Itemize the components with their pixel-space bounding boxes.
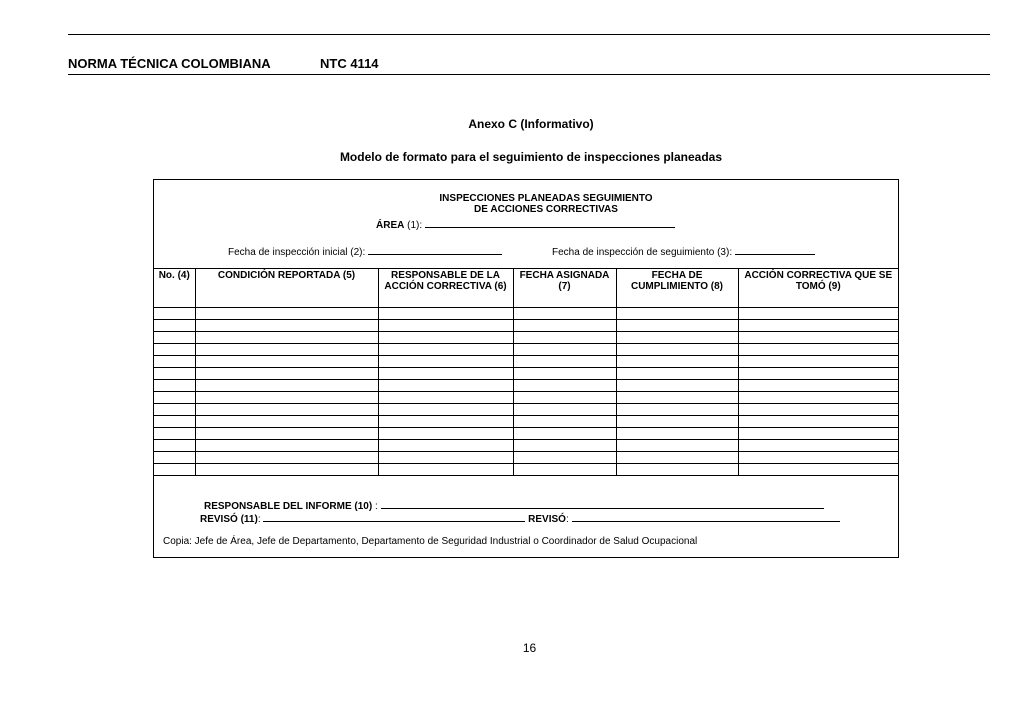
table-cell[interactable] xyxy=(738,320,898,332)
table-row xyxy=(154,452,898,464)
table-cell[interactable] xyxy=(738,344,898,356)
table-cell[interactable] xyxy=(195,392,378,404)
table-cell[interactable] xyxy=(513,368,616,380)
table-row xyxy=(154,356,898,368)
table-cell[interactable] xyxy=(154,404,195,416)
table-cell[interactable] xyxy=(513,428,616,440)
table-cell[interactable] xyxy=(195,332,378,344)
table-cell[interactable] xyxy=(738,404,898,416)
area-label: ÁREA xyxy=(376,220,405,231)
area-field xyxy=(376,217,675,231)
table-cell[interactable] xyxy=(738,368,898,380)
initial-date-field xyxy=(228,244,502,258)
table-row xyxy=(154,380,898,392)
table-cell[interactable] xyxy=(616,464,738,476)
table-cell[interactable] xyxy=(616,332,738,344)
table-cell[interactable] xyxy=(738,416,898,428)
table-cell[interactable] xyxy=(378,440,513,452)
initial-date-input-line[interactable] xyxy=(368,244,502,255)
table-cell[interactable] xyxy=(154,440,195,452)
table-row xyxy=(154,332,898,344)
table-cell[interactable] xyxy=(378,356,513,368)
table-cell[interactable] xyxy=(738,392,898,404)
page-number: 16 xyxy=(522,641,537,655)
table-row xyxy=(154,440,898,452)
inspection-form xyxy=(153,179,899,558)
table-cell[interactable] xyxy=(513,332,616,344)
table-cell[interactable] xyxy=(154,332,195,344)
table-cell[interactable] xyxy=(378,464,513,476)
table-cell[interactable] xyxy=(616,404,738,416)
table-cell[interactable] xyxy=(616,320,738,332)
reviewed-11-input-line[interactable] xyxy=(263,511,525,522)
table-cell[interactable] xyxy=(513,404,616,416)
table-body xyxy=(154,308,898,476)
table-row xyxy=(154,404,898,416)
table-cell[interactable] xyxy=(513,344,616,356)
table-cell[interactable] xyxy=(195,452,378,464)
table-header-row xyxy=(154,269,898,308)
table-cell[interactable] xyxy=(738,332,898,344)
table-cell[interactable] xyxy=(154,464,195,476)
table-cell[interactable] xyxy=(616,344,738,356)
table-cell[interactable] xyxy=(513,308,616,320)
table-cell[interactable] xyxy=(195,380,378,392)
table-cell[interactable] xyxy=(378,404,513,416)
col-header-no: No. (4) xyxy=(154,269,195,308)
table-row xyxy=(154,344,898,356)
table-cell[interactable] xyxy=(616,428,738,440)
table-cell[interactable] xyxy=(195,344,378,356)
table-cell[interactable] xyxy=(378,380,513,392)
table-cell[interactable] xyxy=(378,428,513,440)
table-cell[interactable] xyxy=(154,380,195,392)
table-cell[interactable] xyxy=(378,368,513,380)
table-cell[interactable] xyxy=(513,356,616,368)
col-header-action-taken: ACCIÓN CORRECTIVA QUE SE TOMÓ (9) xyxy=(738,269,898,308)
table-row xyxy=(154,464,898,476)
report-responsible-field: RESPONSABLE DEL INFORME (10) : xyxy=(204,498,824,512)
table-cell[interactable] xyxy=(154,344,195,356)
table-cell[interactable] xyxy=(195,308,378,320)
table-row xyxy=(154,392,898,404)
table-cell[interactable] xyxy=(616,356,738,368)
form-title-line2: DE ACCIONES CORRECTIVAS xyxy=(474,204,618,215)
table-cell[interactable] xyxy=(738,308,898,320)
table-cell[interactable] xyxy=(513,440,616,452)
table-cell[interactable] xyxy=(513,452,616,464)
area-ref: (1): xyxy=(404,220,423,231)
col-header-responsible: RESPONSABLE DE LA ACCIÓN CORRECTIVA (6) xyxy=(378,269,513,308)
followup-date-field xyxy=(552,244,815,258)
table-row xyxy=(154,320,898,332)
document-title: Modelo de formato para el seguimiento de inspecciones planeadas xyxy=(339,150,723,164)
actions-table xyxy=(154,268,898,476)
table-cell[interactable] xyxy=(616,368,738,380)
table-cell[interactable] xyxy=(513,416,616,428)
followup-date-input-line[interactable] xyxy=(735,244,815,255)
table-cell[interactable] xyxy=(378,452,513,464)
table-cell[interactable] xyxy=(154,320,195,332)
table-cell[interactable] xyxy=(378,392,513,404)
table-cell[interactable] xyxy=(154,392,195,404)
table-row xyxy=(154,428,898,440)
table-cell[interactable] xyxy=(378,416,513,428)
followup-date-label: Fecha de inspección de seguimiento (3): xyxy=(552,247,733,258)
table-cell[interactable] xyxy=(195,464,378,476)
table-cell[interactable] xyxy=(513,320,616,332)
table-cell[interactable] xyxy=(616,440,738,452)
reviewed-fields: REVISÓ (11): REVISÓ: xyxy=(200,511,840,525)
header-bottom-rule xyxy=(68,74,990,75)
table-cell[interactable] xyxy=(378,308,513,320)
table-cell[interactable] xyxy=(738,464,898,476)
initial-date-label: Fecha de inspección inicial (2): xyxy=(228,247,366,258)
table-cell[interactable] xyxy=(154,368,195,380)
report-responsible-label: RESPONSABLE DEL INFORME (10) xyxy=(204,501,373,512)
table-cell[interactable] xyxy=(513,392,616,404)
table-cell[interactable] xyxy=(738,440,898,452)
table-row xyxy=(154,416,898,428)
table-cell[interactable] xyxy=(195,404,378,416)
table-cell[interactable] xyxy=(738,428,898,440)
table-cell[interactable] xyxy=(738,452,898,464)
table-cell[interactable] xyxy=(195,356,378,368)
table-cell[interactable] xyxy=(154,452,195,464)
reviewed-label: REVISÓ xyxy=(528,514,566,525)
table-cell[interactable] xyxy=(513,464,616,476)
table-cell[interactable] xyxy=(154,416,195,428)
table-cell[interactable] xyxy=(154,356,195,368)
table-row xyxy=(154,368,898,380)
reviewed-label-11: REVISÓ (11) xyxy=(200,514,258,525)
table-cell[interactable] xyxy=(195,428,378,440)
header-org: NORMA TÉCNICA COLOMBIANA xyxy=(68,56,271,71)
table-cell[interactable] xyxy=(195,368,378,380)
table-cell[interactable] xyxy=(616,392,738,404)
table-cell[interactable] xyxy=(378,344,513,356)
col-header-completion-date: FECHA DE CUMPLIMIENTO (8) xyxy=(616,269,738,308)
table-cell[interactable] xyxy=(154,428,195,440)
col-header-condition: CONDICIÓN REPORTADA (5) xyxy=(195,269,378,308)
reviewed-input-line[interactable] xyxy=(572,511,840,522)
header-code: NTC 4114 xyxy=(320,56,379,71)
form-title-line1: INSPECCIONES PLANEADAS SEGUIMIENTO xyxy=(439,193,653,204)
table-cell[interactable] xyxy=(195,416,378,428)
table-cell[interactable] xyxy=(195,320,378,332)
area-input-line[interactable] xyxy=(425,217,675,228)
table-row xyxy=(154,308,898,320)
table-cell[interactable] xyxy=(378,320,513,332)
table-cell[interactable] xyxy=(738,356,898,368)
top-rule xyxy=(68,34,990,35)
table-cell[interactable] xyxy=(616,416,738,428)
table-cell[interactable] xyxy=(195,440,378,452)
table-cell[interactable] xyxy=(616,380,738,392)
table-cell[interactable] xyxy=(738,380,898,392)
table-cell[interactable] xyxy=(378,332,513,344)
table-cell[interactable] xyxy=(154,308,195,320)
report-responsible-input-line[interactable] xyxy=(381,498,824,509)
table-cell[interactable] xyxy=(513,380,616,392)
annex-title: Anexo C (Informativo) xyxy=(468,117,594,131)
copy-note: Copia: Jefe de Área, Jefe de Departamento, Departamento de Seguridad Industrial o Coordinador de Salud Ocupacional xyxy=(163,536,698,547)
col-header-assigned-date: FECHA ASIGNADA (7) xyxy=(513,269,616,308)
table-cell[interactable] xyxy=(616,308,738,320)
table-cell[interactable] xyxy=(616,452,738,464)
